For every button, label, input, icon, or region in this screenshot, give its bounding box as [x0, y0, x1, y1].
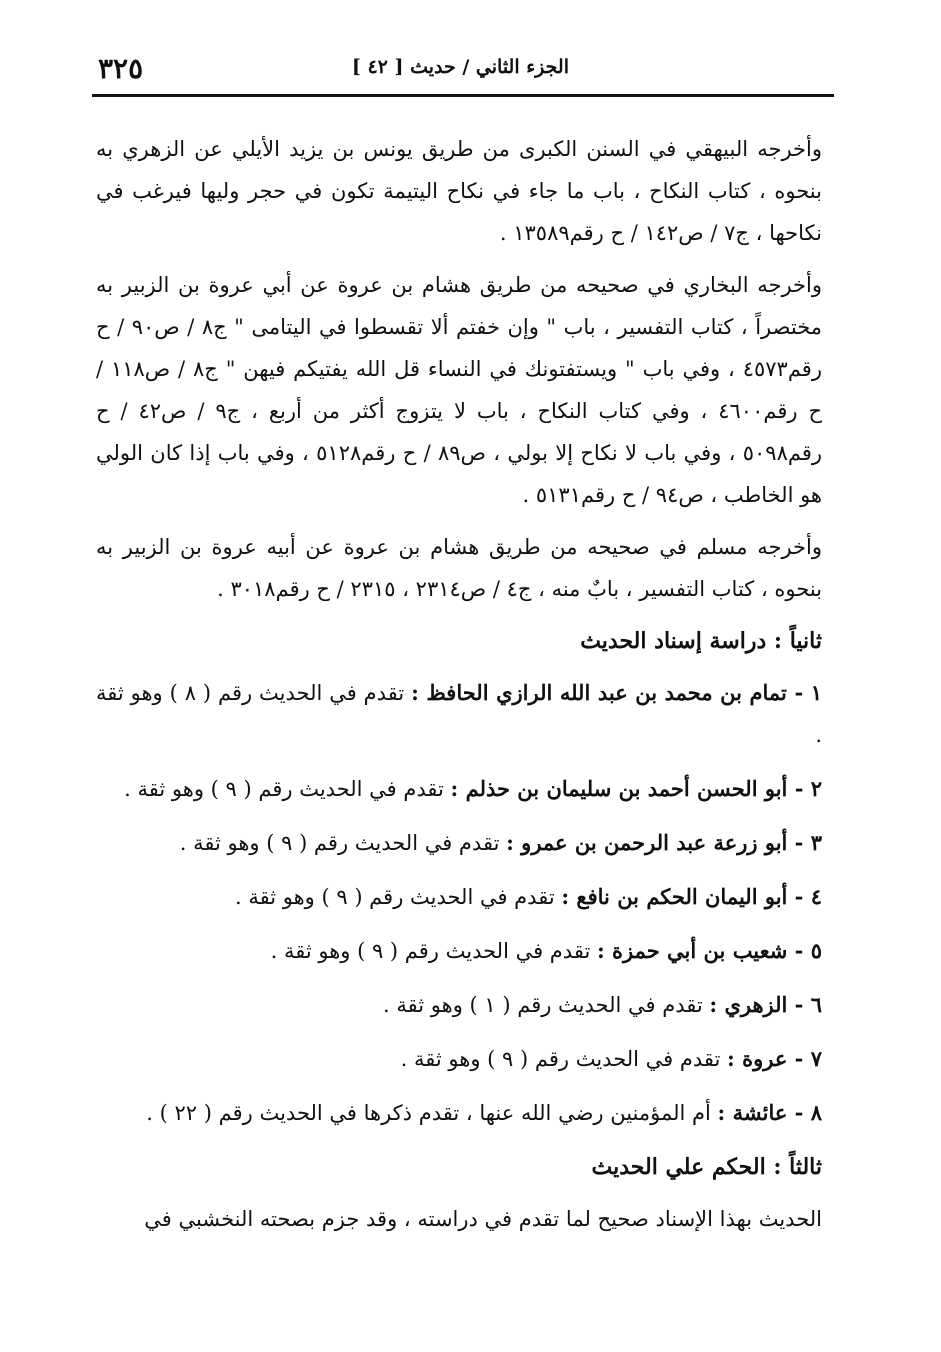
narrator-note: تقدم في الحديث رقم ( ٩ ) وهو ثقة . — [124, 777, 451, 801]
narrator-note: تقدم في الحديث رقم ( ٨ ) وهو ثقة . — [96, 681, 822, 747]
narrator-note: تقدم في الحديث رقم ( ٩ ) وهو ثقة . — [400, 1047, 728, 1071]
narrator-name: ٦ - الزهري : — [709, 992, 822, 1017]
narrator-note: تقدم في الحديث رقم ( ٩ ) وهو ثقة . — [234, 885, 562, 909]
narrator-item — [96, 1038, 822, 1080]
narrator-item — [96, 768, 822, 810]
narrator-note: تقدم في الحديث رقم ( ٩ ) وهو ثقة . — [270, 939, 597, 963]
narrator-note: أم المؤمنين رضي الله عنها ، تقدم ذكرها في الحديث رقم ( ٢٢ ) . — [146, 1101, 718, 1125]
narrator-name: ٢ - أبو الحسن أحمد بن سليمان بن حذلم : — [450, 776, 822, 801]
narrator-item — [96, 822, 822, 864]
narrator-item — [96, 1092, 822, 1134]
narrator-item — [96, 930, 822, 972]
narrator-name: ٣ - أبو زرعة عبد الرحمن بن عمرو : — [506, 830, 822, 855]
section-heading-ruling: ثالثاً : الحكم علي الحديث — [591, 1154, 822, 1180]
page-header — [92, 52, 834, 92]
paragraph-ruling: الحديث بهذا الإسناد صحيح لما تقدم في دراسته ، وقد جزم بصحته النخشبي في — [144, 1207, 822, 1231]
running-head: الجزء الثاني / حديث [ ٤٢ ] — [351, 56, 569, 78]
narrator-name: ١ - تمام بن محمد بن عبد الله الرازي الحافظ : — [411, 680, 822, 705]
narrator-name: ٨ - عائشة : — [717, 1100, 822, 1125]
paragraph-muslim: وأخرجه مسلم في صحيحه من طريق هشام بن عروة عن أبيه عروة بن الزبير به بنحوه ، كتاب التفسير ، بابٌ منه ، ج٤ / ص٢٣١٤ ، ٢٣١٥ / ح رقم٣٠١٨ . — [96, 535, 822, 601]
narrator-note: تقدم في الحديث رقم ( ١ ) وهو ثقة . — [383, 993, 710, 1017]
header-rule — [92, 94, 834, 97]
paragraph-bayhaqi: وأخرجه البيهقي في السنن الكبرى من طريق يونس بن يزيد الأيلي عن الزهري به بنحوه ، كتاب النكاح ، باب ما جاء في نكاح اليتيمة تكون في حجر وليها فيرغب في نكاحها ، ج٧ / ص١٤٢ / ح رقم١٣٥٨٩ . — [96, 137, 822, 245]
narrator-item — [96, 672, 822, 756]
page-body — [96, 128, 822, 1250]
narrator-item — [96, 876, 822, 918]
page-number: ٣٢٥ — [98, 52, 144, 85]
narrator-item — [96, 984, 822, 1026]
narrator-name: ٥ - شعيب بن أبي حمزة : — [596, 938, 822, 963]
paragraph-bukhari: وأخرجه البخاري في صحيحه من طريق هشام بن عروة عن أبي عروة بن الزبير به مختصراً ، كتاب التفسير ، باب " وإن خفتم ألا تقسطوا في اليتامى " ج٨ / ص٩٠ / ح رقم٤٥٧٣ ، وفي باب " ويستفتونك في النساء قل الله يفتيكم فيهن " ج٨ / ص١١٨ / ح رقم٤٦٠٠ ، وفي كتاب النكاح ، باب لا يتزوج أكثر من أربع ، ج٩ / ص٤٢ / ح رقم٥٠٩٨ ، وفي باب لا نكاح إلا بولي ، ص٨٩ / ح رقم٥١٢٨ ، وفي باب إذا كان الولي هو الخاطب ، ص٩٤ / ح رقم٥١٣١ . — [96, 273, 823, 507]
section-heading-isnad: ثانياً : دراسة إسناد الحديث — [580, 628, 822, 654]
narrator-name: ٧ - عروة : — [727, 1046, 822, 1071]
narrator-note: تقدم في الحديث رقم ( ٩ ) وهو ثقة . — [179, 831, 507, 855]
narrator-name: ٤ - أبو اليمان الحكم بن نافع : — [561, 884, 822, 909]
